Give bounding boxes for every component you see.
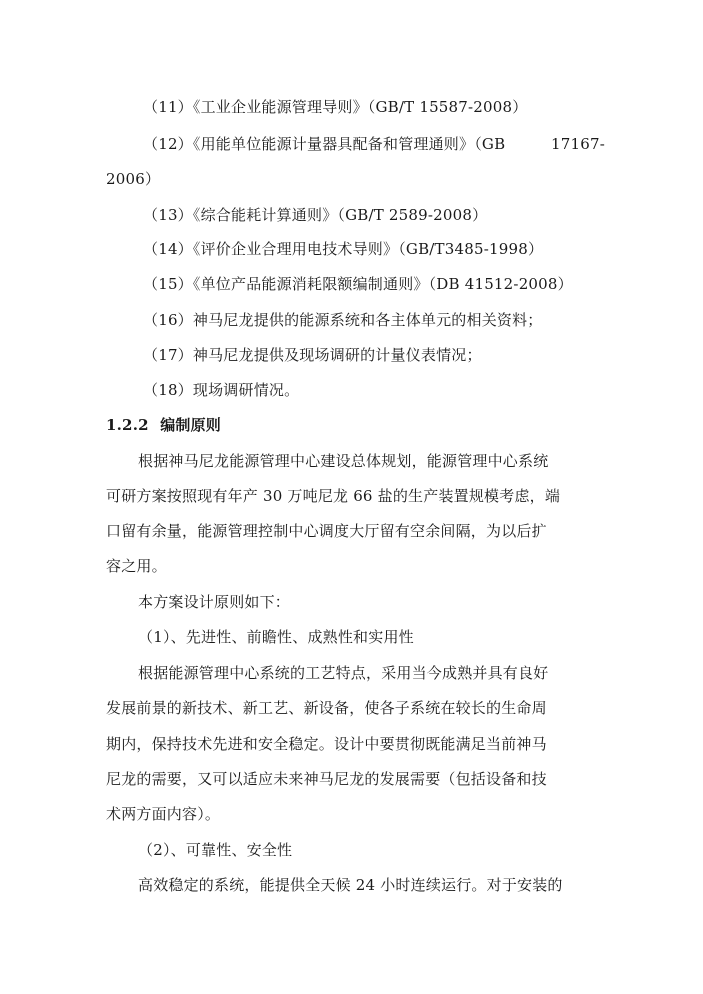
paragraph-line: 期内，保持技术先进和安全稳定。设计中要贯彻既能满足当前神马: [106, 735, 547, 753]
reference-item-12-continuation: 2006）: [106, 170, 161, 188]
paragraph-line: 口留有余量，能源管理控制中心调度大厅留有空余间隔，为以后扩: [106, 522, 547, 540]
paragraph-line: 根据神马尼龙能源管理中心建设总体规划，能源管理中心系统: [138, 452, 549, 470]
paragraph-line: 高效稳定的系统，能提供全天候 24 小时连续运行。对于安装的: [138, 876, 563, 894]
section-title: 编制原则: [160, 416, 222, 434]
section-number: 1.2.2: [106, 416, 149, 434]
paragraph-line: 术两方面内容）。: [106, 805, 221, 823]
reference-item-12-text: （12）《用能单位能源计量器具配备和管理通则》（GB: [143, 135, 506, 153]
reference-item-16: （16）神马尼龙提供的能源系统和各主体单元的相关资料；: [143, 311, 543, 329]
reference-item-12: [143, 134, 505, 154]
reference-item-13: （13）《综合能耗计算通则》（GB/T 2589-2008）: [143, 206, 488, 224]
paragraph-line: 发展前景的新技术、新工艺、新设备，使各子系统在较长的生命周: [106, 699, 547, 717]
section-heading: [106, 415, 221, 435]
paragraph-line: 可研方案按照现有年产 30 万吨尼龙 66 盐的生产装置规模考虑，端: [106, 487, 561, 505]
reference-item-11: （11）《工业企业能源管理导则》（GB/T 15587-2008）: [143, 98, 528, 116]
reference-item-14: （14）《评价企业合理用电技术导则》（GB/T3485-1998）: [143, 240, 544, 258]
principle-1-title: （1）、先进性、前瞻性、成熟性和实用性: [138, 628, 414, 646]
paragraph-line: 尼龙的需要，又可以适应未来神马尼龙的发展需要（包括设备和技: [106, 770, 547, 788]
reference-item-18: （18）现场调研情况。: [143, 381, 300, 399]
reference-item-12-number: 17167-: [551, 135, 605, 153]
reference-item-17: （17）神马尼龙提供及现场调研的计量仪表情况；: [143, 346, 482, 364]
paragraph-line: 根据能源管理中心系统的工艺特点，采用当今成熟并具有良好: [138, 664, 549, 682]
principle-2-title: （2）、可靠性、安全性: [138, 841, 293, 859]
principles-intro: 本方案设计原则如下：: [138, 593, 291, 611]
reference-item-15: （15）《单位产品能源消耗限额编制通则》（DB 41512-2008）: [143, 275, 573, 293]
paragraph-line: 容之用。: [106, 557, 167, 575]
